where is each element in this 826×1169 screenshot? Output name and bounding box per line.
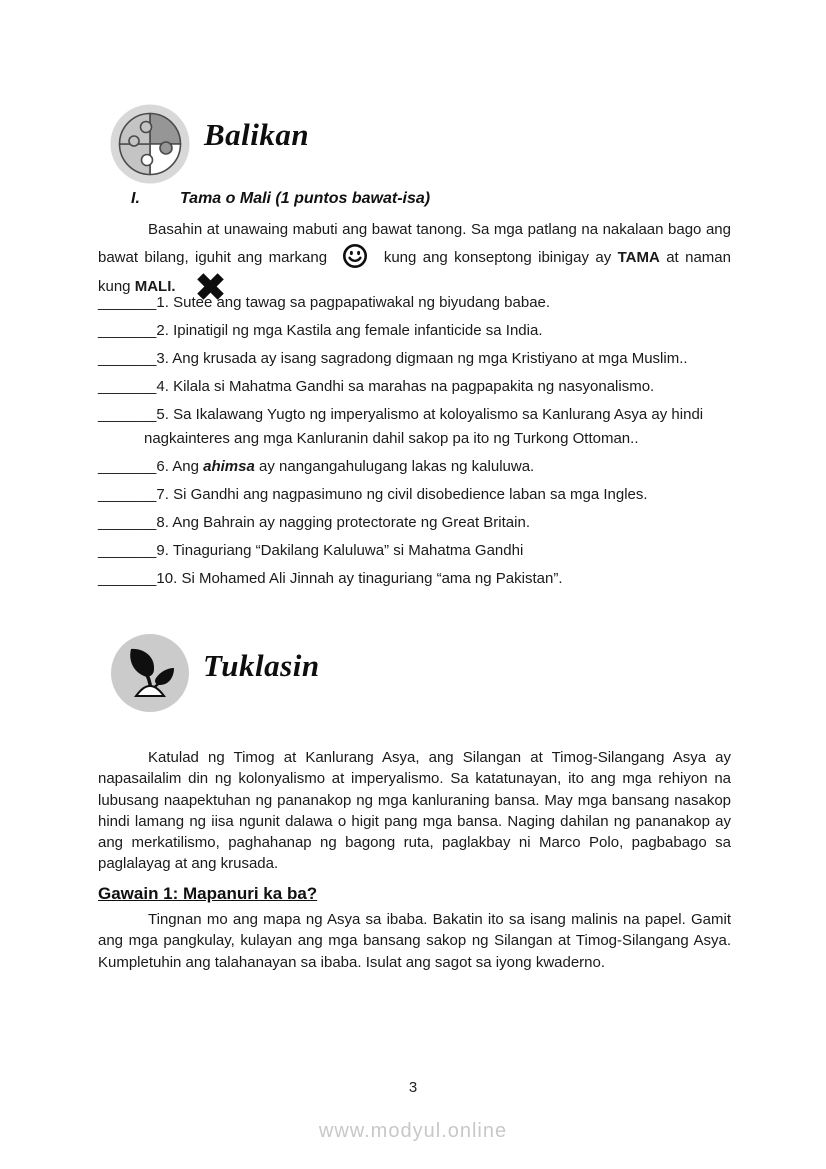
item-number: 9. [156, 542, 169, 559]
instructions-text-3: at naman kung [98, 248, 731, 295]
item-number: 5. [156, 406, 169, 423]
true-false-item-4 [98, 375, 732, 399]
true-false-item-1 [98, 291, 732, 315]
item-text-emphasis: ahimsa [203, 458, 255, 475]
item-text: Sa Ikalawang Yugto ng imperyalismo at koloyalismo sa Kanlurang Asya ay hindi nagkainteres ang mga Kanluranin dahil sakop pa ito ng Turkong Ottoman.. [144, 406, 704, 447]
item-text: Si Mohamed Ali Jinnah ay tinaguriang “ama ng Pakistan”. [181, 570, 563, 587]
answer-blank: _______ [98, 514, 157, 531]
item-number: 3. [156, 350, 169, 367]
answer-blank: _______ [98, 322, 157, 339]
section-numeral: I. [131, 190, 140, 207]
answer-blank: _______ [98, 294, 157, 311]
item-number: 7. [156, 486, 169, 503]
true-false-item-10 [98, 567, 732, 591]
true-false-item-9 [98, 539, 732, 563]
true-false-item-7 [98, 483, 732, 507]
smiley-face-icon [342, 243, 368, 269]
answer-blank: _______ [98, 458, 157, 475]
tuklasin-paragraph: Katulad ng Timog at Kanlurang Asya, ang Silangan at Timog-Silangang Asya ay napasailalim din ng kolonyalismo at imperyalismo. Sa katatunayan, ito ang mga rehiyon na lubusang naapektuhan ng pananakop ng mga kanluraning bansa. May mga bansang nasakop hindi lamang ng iisa ngunit dalawa o higit pang mga bansa. Naging dahilan ng pananakop ay ang merkatilismo, paghahanap ng bagong ruta, paglakbay ni Marco Polo, pagbabago sa paglalayag at ang krusada. [98, 749, 731, 873]
item-number: 2. [156, 322, 169, 339]
tuklasin-heading: Tuklasin [203, 648, 320, 683]
item-text: Ang [172, 458, 204, 475]
puzzle-pieces-icon [110, 104, 190, 184]
answer-blank: _______ [98, 570, 157, 587]
answer-blank: _______ [98, 486, 157, 503]
item-text: Kilala si Mahatma Gandhi sa marahas na pagpapakita ng nasyonalismo. [173, 378, 655, 395]
section-title: Tama o Mali (1 puntos bawat-isa) [180, 190, 431, 207]
item-text: Sutee ang tawag sa pagpapatiwakal ng biyudang babae. [173, 294, 551, 311]
answer-blank: _______ [98, 406, 157, 423]
watermark: www.modyul.online [318, 1120, 508, 1142]
word-mali: MALI. [134, 278, 176, 295]
answer-blank: _______ [98, 542, 157, 559]
true-false-item-6 [98, 455, 732, 479]
item-text: Ipinatigil ng mga Kastila ang female infanticide sa India. [173, 322, 543, 339]
item-text: Si Gandhi ang nagpasimuno ng civil disobedience laban sa mga Ingles. [173, 486, 648, 503]
gawain-1-heading: Gawain 1: Mapanuri ka ba? [98, 884, 318, 903]
gawain-1-paragraph: Tingnan mo ang mapa ng Asya sa ibaba. Bakatin ito sa isang malinis na papel. Gamit ang mga pangkulay, kulayan ang mga bansang sakop ng Silangan at Timog-Silangang Asya. Kumpletuhin ang talahanayan sa ibaba. Isulat ang sagot sa iyong kwaderno. [98, 911, 731, 971]
page-number: 3 [408, 1079, 418, 1096]
item-text: Ang Bahrain ay nagging protectorate ng Great Britain. [172, 514, 530, 531]
seedling-icon [110, 633, 190, 713]
balikan-heading: Balikan [204, 117, 310, 152]
item-text: Ang krusada ay isang sagradong digmaan ng mga Kristiyano at mga Muslim.. [172, 350, 688, 367]
answer-blank: _______ [98, 350, 157, 367]
item-number: 8. [156, 514, 169, 531]
true-false-item-2 [98, 319, 732, 343]
instructions-text-1: Basahin at unawaing mabuti ang bawat tanong. Sa mga patlang na nakalaan bago ang bawat bilang, iguhit ang markang [98, 221, 731, 266]
true-false-item-list [98, 291, 732, 595]
true-false-item-8 [98, 511, 732, 535]
item-number: 6. [156, 458, 169, 475]
answer-blank: _______ [98, 378, 157, 395]
word-tama: TAMA [617, 248, 660, 266]
true-false-item-3 [98, 347, 732, 371]
true-false-item-5 [98, 403, 732, 451]
section-subtitle [131, 190, 430, 208]
item-number: 4. [156, 378, 169, 395]
item-number: 1. [156, 294, 169, 311]
item-text: ay nangangahulugang lakas ng kaluluwa. [254, 458, 535, 475]
item-number: 10. [156, 570, 178, 587]
item-text: Tinaguriang “Dakilang Kaluluwa” si Mahatma Gandhi [172, 542, 524, 559]
instructions-text-2: kung ang konseptong ibinigay ay [383, 248, 612, 266]
